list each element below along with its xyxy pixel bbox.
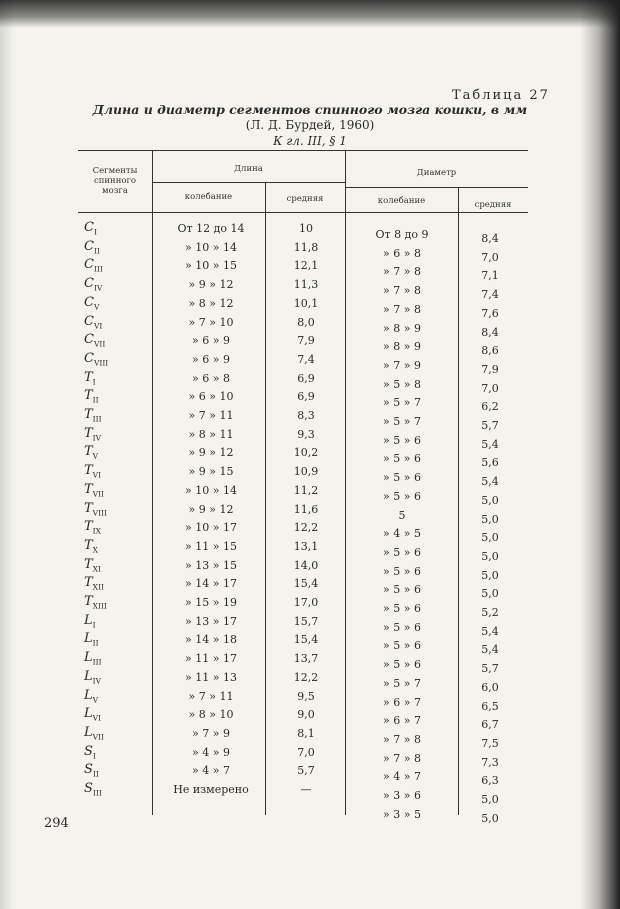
diameter-range-cell: » 6 » 7 bbox=[383, 696, 421, 709]
segment-index: III bbox=[93, 264, 103, 274]
segment-label bbox=[84, 295, 99, 312]
segment-letter: T bbox=[84, 557, 93, 572]
diameter-range-cell: От 8 до 9 bbox=[375, 228, 429, 241]
diameter-range-cell: » 7 » 8 bbox=[383, 303, 421, 316]
segment-letter: C bbox=[84, 351, 94, 366]
diameter-range-cell: » 6 » 7 bbox=[383, 714, 421, 727]
header-length-range: колебание bbox=[184, 192, 233, 202]
segment-label bbox=[84, 688, 98, 705]
diameter-average-cell: 7,3 bbox=[481, 756, 499, 769]
segment-index: VIII bbox=[93, 358, 109, 368]
segment-label bbox=[84, 631, 99, 648]
segment-letter: C bbox=[84, 257, 94, 272]
length-range-cell: » 13 » 17 bbox=[185, 615, 237, 628]
length-range-cell: » 8 » 11 bbox=[188, 428, 234, 441]
segment-letter: T bbox=[84, 482, 93, 497]
segment-letter: T bbox=[84, 463, 93, 478]
segment-label bbox=[84, 650, 102, 667]
segment-label bbox=[84, 781, 102, 798]
diameter-average-cell: 8,4 bbox=[481, 326, 499, 339]
diameter-average-cell: 5,0 bbox=[481, 513, 499, 526]
segment-index: II bbox=[92, 395, 99, 405]
length-average-cell: 11,2 bbox=[293, 484, 319, 497]
segment-letter: T bbox=[84, 594, 93, 609]
segment-letter: L bbox=[84, 725, 93, 740]
length-range-cell: » 10 » 14 bbox=[185, 484, 237, 497]
length-average-cell: 6,9 bbox=[297, 390, 315, 403]
segment-label bbox=[84, 444, 98, 461]
segment-label bbox=[84, 744, 96, 761]
diameter-range-cell: » 5 » 6 bbox=[383, 565, 421, 578]
segment-index: II bbox=[92, 638, 99, 648]
length-average-cell: — bbox=[300, 783, 312, 796]
segment-index: III bbox=[92, 788, 102, 798]
diameter-range-cell: » 3 » 5 bbox=[383, 808, 421, 821]
diameter-range-cell: 5 bbox=[398, 509, 406, 522]
segment-index: VII bbox=[92, 489, 105, 499]
length-average-cell: 12,1 bbox=[293, 259, 319, 272]
diameter-average-cell: 6,0 bbox=[481, 681, 499, 694]
segment-index: VI bbox=[92, 470, 102, 480]
diameter-average-cell: 5,0 bbox=[481, 587, 499, 600]
diameter-average-cell: 7,5 bbox=[481, 737, 499, 750]
segment-index: VI bbox=[93, 321, 103, 331]
segment-index: X bbox=[92, 545, 99, 555]
diameter-average-cell: 7,1 bbox=[481, 269, 499, 282]
segment-letter: T bbox=[84, 388, 93, 403]
length-average-cell: 13,7 bbox=[293, 652, 319, 665]
diameter-average-cell: 7,0 bbox=[481, 251, 499, 264]
segment-letter: T bbox=[84, 426, 93, 441]
segment-label bbox=[84, 519, 101, 536]
length-range-cell: » 6 » 8 bbox=[192, 372, 230, 385]
diameter-range-cell: » 6 » 8 bbox=[383, 247, 421, 260]
diameter-average-cell: 8,4 bbox=[481, 232, 499, 245]
segment-letter: L bbox=[84, 688, 93, 703]
segment-letter: S bbox=[84, 744, 93, 759]
diameter-average-cell: 5,0 bbox=[481, 569, 499, 582]
diameter-range-cell: » 5 » 7 bbox=[383, 396, 421, 409]
header-diameter-average: средняя bbox=[474, 200, 512, 210]
length-range-cell: » 8 » 10 bbox=[188, 708, 234, 721]
diameter-average-cell: 5,7 bbox=[481, 662, 499, 675]
length-average-cell: 11,6 bbox=[293, 503, 319, 516]
segment-index: VIII bbox=[92, 508, 107, 518]
length-range-cell: » 13 » 15 bbox=[185, 559, 237, 572]
segment-letter: C bbox=[84, 295, 94, 310]
diameter-range-cell: » 5 » 8 bbox=[383, 378, 421, 391]
length-average-cell: 10 bbox=[299, 222, 313, 235]
length-average-cell: 9,5 bbox=[297, 690, 315, 703]
diameter-average-cell: 7,0 bbox=[481, 382, 499, 395]
header-diameter-range: колебание bbox=[377, 196, 426, 206]
segment-label bbox=[84, 482, 104, 499]
segment-letter: T bbox=[84, 519, 93, 534]
header-diameter: Диаметр bbox=[416, 168, 457, 178]
diameter-average-cell: 5,4 bbox=[481, 475, 499, 488]
diameter-average-cell: 5,4 bbox=[481, 643, 499, 656]
segment-index: VII bbox=[92, 732, 104, 742]
segment-label bbox=[84, 220, 97, 237]
segment-letter: T bbox=[84, 538, 93, 553]
length-average-cell: 10,1 bbox=[293, 297, 319, 310]
segment-label bbox=[84, 332, 105, 349]
length-range-cell: » 8 » 12 bbox=[188, 297, 234, 310]
header-length-average: средняя bbox=[286, 194, 324, 204]
segment-index: XI bbox=[92, 564, 101, 574]
length-range-cell: » 9 » 15 bbox=[188, 465, 234, 478]
table-number: Таблица 27 bbox=[452, 88, 550, 103]
segment-index: I bbox=[93, 227, 97, 237]
diameter-average-cell: 5,0 bbox=[481, 531, 499, 544]
diameter-average-cell: 6,3 bbox=[481, 774, 499, 787]
length-range-cell: Не измерено bbox=[173, 783, 249, 796]
length-range-cell: » 4 » 7 bbox=[192, 764, 230, 777]
length-average-cell: 6,9 bbox=[297, 372, 315, 385]
length-average-cell: 9,3 bbox=[297, 428, 315, 441]
length-average-cell: 8,3 bbox=[297, 409, 315, 422]
length-range-cell: » 9 » 12 bbox=[188, 278, 234, 291]
diameter-range-cell: » 7 » 9 bbox=[383, 359, 421, 372]
segment-letter: L bbox=[84, 631, 93, 646]
diameter-average-cell: 5,0 bbox=[481, 550, 499, 563]
table-reference: К гл. III, § 1 bbox=[273, 134, 347, 148]
length-average-cell: 9,0 bbox=[297, 708, 315, 721]
segment-index: IV bbox=[93, 283, 103, 293]
length-range-cell: » 7 » 11 bbox=[188, 690, 234, 703]
segment-letter: T bbox=[84, 575, 93, 590]
segment-label bbox=[84, 501, 107, 518]
segment-label bbox=[84, 407, 102, 424]
length-range-cell: » 4 » 9 bbox=[192, 746, 230, 759]
length-range-cell: От 12 до 14 bbox=[177, 222, 245, 235]
segment-index: V bbox=[92, 451, 99, 461]
length-average-cell: 7,0 bbox=[297, 746, 315, 759]
diameter-average-cell: 5,2 bbox=[481, 606, 499, 619]
length-range-cell: » 10 » 14 bbox=[185, 241, 237, 254]
segment-index: II bbox=[92, 769, 99, 779]
diameter-range-cell: » 7 » 8 bbox=[383, 733, 421, 746]
segment-label bbox=[84, 370, 96, 387]
diameter-range-cell: » 5 » 6 bbox=[383, 434, 421, 447]
segment-index: I bbox=[92, 620, 96, 630]
length-average-cell: 8,0 bbox=[297, 316, 315, 329]
length-average-cell: 15,4 bbox=[293, 577, 319, 590]
segment-label bbox=[84, 706, 101, 723]
length-range-cell: » 6 » 9 bbox=[192, 334, 230, 347]
diameter-range-cell: » 5 » 6 bbox=[383, 658, 421, 671]
diameter-average-cell: 5,0 bbox=[481, 494, 499, 507]
length-range-cell: » 14 » 17 bbox=[185, 577, 237, 590]
diameter-range-cell: » 5 » 6 bbox=[383, 602, 421, 615]
diameter-average-cell: 8,6 bbox=[481, 344, 499, 357]
segment-label bbox=[84, 725, 104, 742]
diameter-range-cell: » 8 » 9 bbox=[383, 322, 421, 335]
segment-label bbox=[84, 575, 104, 592]
diameter-range-cell: » 5 » 7 bbox=[383, 677, 421, 690]
diameter-average-cell: 5,0 bbox=[481, 793, 499, 806]
segment-label bbox=[84, 594, 107, 611]
segment-label bbox=[84, 538, 98, 555]
segment-index: I bbox=[92, 377, 96, 387]
length-range-cell: » 11 » 17 bbox=[185, 652, 237, 665]
diameter-average-cell: 5,4 bbox=[481, 625, 499, 638]
length-average-cell: 8,1 bbox=[297, 727, 315, 740]
diameter-average-cell: 5,7 bbox=[481, 419, 499, 432]
segment-index: V bbox=[93, 302, 100, 312]
diameter-range-cell: » 5 » 7 bbox=[383, 415, 421, 428]
segment-label bbox=[84, 314, 102, 331]
length-range-cell: » 6 » 9 bbox=[192, 353, 230, 366]
diameter-range-cell: » 5 » 6 bbox=[383, 490, 421, 503]
diameter-average-cell: 7,9 bbox=[481, 363, 499, 376]
segment-index: I bbox=[92, 751, 96, 761]
segment-letter: L bbox=[84, 650, 93, 665]
segment-label bbox=[84, 388, 99, 405]
length-range-cell: » 6 » 10 bbox=[188, 390, 234, 403]
segment-letter: L bbox=[84, 613, 93, 628]
header-segments: Сегменты спинного мозга bbox=[92, 166, 138, 196]
length-range-cell: » 10 » 15 bbox=[185, 259, 237, 272]
length-range-cell: » 11 » 15 bbox=[185, 540, 237, 553]
length-average-cell: 5,7 bbox=[297, 764, 315, 777]
segment-label bbox=[84, 276, 102, 293]
segment-label bbox=[84, 463, 101, 480]
segment-index: III bbox=[92, 414, 102, 424]
table-title: Длина и диаметр сегментов спинного мозга кошки, в мм bbox=[92, 102, 528, 117]
segment-letter: L bbox=[84, 706, 93, 721]
length-range-cell: » 10 » 17 bbox=[185, 521, 237, 534]
diameter-range-cell: » 3 » 6 bbox=[383, 789, 421, 802]
length-range-cell: » 7 » 10 bbox=[188, 316, 234, 329]
diameter-range-cell: » 5 » 6 bbox=[383, 546, 421, 559]
diameter-average-cell: 6,5 bbox=[481, 700, 499, 713]
segment-index: VII bbox=[93, 339, 106, 349]
diameter-range-cell: » 7 » 8 bbox=[383, 265, 421, 278]
length-average-cell: 15,7 bbox=[293, 615, 319, 628]
length-average-cell: 14,0 bbox=[293, 559, 319, 572]
segment-index: XIII bbox=[92, 601, 107, 611]
length-average-cell: 7,4 bbox=[297, 353, 315, 366]
diameter-range-cell: » 4 » 7 bbox=[383, 770, 421, 783]
diameter-average-cell: 5,6 bbox=[481, 456, 499, 469]
length-range-cell: » 9 » 12 bbox=[188, 446, 234, 459]
length-range-cell: » 9 » 12 bbox=[188, 503, 234, 516]
length-average-cell: 12,2 bbox=[293, 521, 319, 534]
diameter-range-cell: » 8 » 9 bbox=[383, 340, 421, 353]
length-average-cell: 11,8 bbox=[293, 241, 319, 254]
segment-index: IV bbox=[92, 433, 102, 443]
length-average-cell: 11,3 bbox=[293, 278, 319, 291]
segment-label bbox=[84, 762, 99, 779]
length-range-cell: » 11 » 13 bbox=[185, 671, 237, 684]
diameter-range-cell: » 7 » 8 bbox=[383, 284, 421, 297]
diameter-average-cell: 6,2 bbox=[481, 400, 499, 413]
segment-index: IV bbox=[92, 676, 102, 686]
segment-letter: C bbox=[84, 276, 94, 291]
segment-label bbox=[84, 239, 100, 256]
length-average-cell: 12,2 bbox=[293, 671, 319, 684]
segment-label bbox=[84, 426, 101, 443]
length-average-cell: 10,9 bbox=[293, 465, 319, 478]
segment-letter: T bbox=[84, 407, 93, 422]
segment-letter: S bbox=[84, 781, 93, 796]
diameter-average-cell: 7,4 bbox=[481, 288, 499, 301]
length-average-cell: 17,0 bbox=[293, 596, 319, 609]
diameter-average-cell: 6,7 bbox=[481, 718, 499, 731]
segment-letter: T bbox=[84, 370, 93, 385]
segment-letter: C bbox=[84, 332, 94, 347]
diameter-range-cell: » 5 » 6 bbox=[383, 639, 421, 652]
segment-letter: T bbox=[84, 501, 93, 516]
length-range-cell: » 7 » 9 bbox=[192, 727, 230, 740]
diameter-range-cell: » 7 » 8 bbox=[383, 752, 421, 765]
segment-index: VI bbox=[92, 713, 102, 723]
length-range-cell: » 14 » 18 bbox=[185, 633, 237, 646]
segment-label bbox=[84, 557, 101, 574]
diameter-range-cell: » 5 » 6 bbox=[383, 621, 421, 634]
header-length: Длина bbox=[234, 164, 263, 174]
segment-index: IX bbox=[92, 526, 101, 536]
table-author: (Л. Д. Бурдей, 1960) bbox=[245, 118, 375, 132]
diameter-average-cell: 5,0 bbox=[481, 812, 499, 825]
length-average-cell: 10,2 bbox=[293, 446, 319, 459]
segment-label bbox=[84, 257, 103, 274]
page-number: 294 bbox=[44, 816, 69, 831]
segment-index: XII bbox=[92, 582, 104, 592]
segment-letter: L bbox=[84, 669, 93, 684]
diameter-range-cell: » 4 » 5 bbox=[383, 527, 421, 540]
length-range-cell: » 15 » 19 bbox=[185, 596, 237, 609]
segment-letter: S bbox=[84, 762, 93, 777]
segment-letter: T bbox=[84, 444, 93, 459]
segment-index: II bbox=[93, 246, 100, 256]
diameter-range-cell: » 5 » 6 bbox=[383, 471, 421, 484]
diameter-average-cell: 7,6 bbox=[481, 307, 499, 320]
diameter-range-cell: » 5 » 6 bbox=[383, 583, 421, 596]
length-average-cell: 7,9 bbox=[297, 334, 315, 347]
length-average-cell: 13,1 bbox=[293, 540, 319, 553]
segment-label bbox=[84, 351, 108, 368]
segment-letter: C bbox=[84, 239, 94, 254]
diameter-range-cell: » 5 » 6 bbox=[383, 452, 421, 465]
segment-letter: C bbox=[84, 220, 94, 235]
segment-label bbox=[84, 669, 101, 686]
segment-index: V bbox=[92, 695, 99, 705]
length-average-cell: 15,4 bbox=[293, 633, 319, 646]
length-range-cell: » 7 » 11 bbox=[188, 409, 234, 422]
segment-label bbox=[84, 613, 96, 630]
diameter-average-cell: 5,4 bbox=[481, 438, 499, 451]
segment-letter: C bbox=[84, 314, 94, 329]
segment-index: III bbox=[92, 657, 102, 667]
